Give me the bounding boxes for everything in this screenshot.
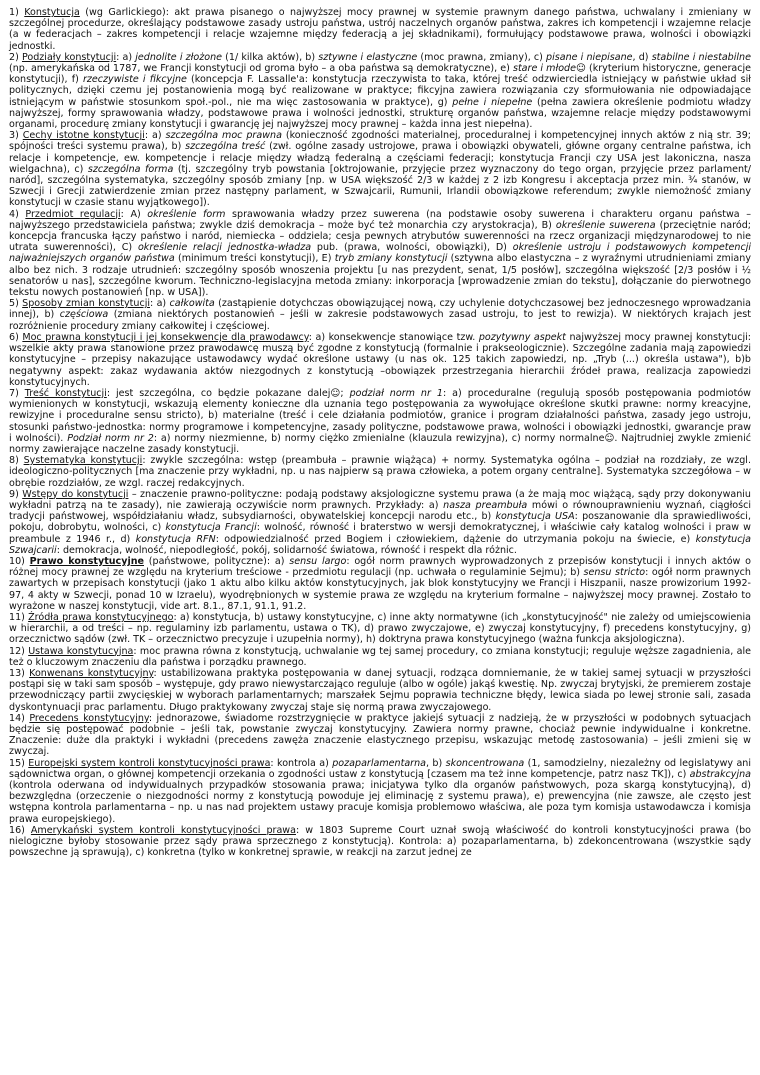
italic-term: określenie suwerena — [555, 219, 656, 231]
body-text: : a) — [116, 51, 136, 63]
body-text: (pełna zawiera określenie podmiotu władzy najwyższej, formy sprawowania władzy, podstawowe prawa i wolności jednostki, strukturę organów państwa, wzajemne relacje między podstawowymi organami, procedurę zmiany konstytucji i gwarancję jej najwyższej mocy prawnej – każda inna jest niepełna). — [9, 96, 752, 131]
body-text: : a) — [150, 298, 170, 310]
italic-term: częściowa — [59, 309, 109, 321]
italic-term: pozytywny aspekt — [478, 331, 566, 343]
section-heading: Treść konstytucji — [24, 387, 107, 399]
italic-term: całkowita — [169, 298, 215, 310]
italic-term: tryb zmiany konstytucji — [334, 253, 448, 265]
body-text: : a) proceduralne (regulują sposób postępowania podmiotów wymienionych w konstytucji, wskazują elementy konieczne dla uznania tego postępowania za wywołujące określone skutki prawne: normy kreacyjne, rewizyjne i proceduralne sensu stricto), b) materialne (treść i cele działania podmiotów, granice i program działalności państwa, zasady jego ustroju, stosunki państwo-jednostka: normy programowe i kompetencyjne, zasady polityczne, podstawowe prawa, wolności i obowiązki jednostki, gwarancje praw i wolności). — [9, 387, 751, 444]
paragraph-10 — [9, 556, 751, 612]
paragraph-7 — [9, 388, 751, 455]
section-heading-bold: Prawo konstytucyjne — [29, 555, 144, 567]
body-text: najwyższej mocy prawnej konstytucji: wszelkie akty prawa stanowione przez prawodawcę muszą być zgodne z konstytucją (formalnie i prakseologicznie). Szczególne zadania mają zapowiedzi konstytucyjne – przepisy nakazujące ustawodawcy wydać określone ustawy (u nas ok. 125 takich zapowiedzi, np. „Tryb (...) określa ustawa"), b)b negatywny aspekt: zakaz wydawania aktów niezgodnych z konstytucją –obowiązek przestrzegania hierarchii źródeł prawa, realizacja zapowiedzi konstytucyjnych. — [9, 331, 751, 388]
body-text: (przeciętnie naród; koncepcja francuska łączy państwo i naród, niemiecka – oddziela; cesja pewnych atrybutów suwerenności na rzecz organizacji międzynarodowej to nie utrata suwerenności), C) — [9, 219, 751, 254]
body-text: 9) — [9, 488, 23, 500]
body-text: (wg Garlickiego): akt prawa pisanego o najwyższej mocy prawnej w systemie prawnym danego państwa, uchwalany i zmieniany w szczególnej procedurze, określający podstawowe zasady ustroju państwa, ustrój naczelnych organów państwa, zakres ich kompetencji i wzajemne relacje (a w federacjach – zakres kompetencji i relacje wzajemne między federacją a jej składnikami), formułujący podstawowe prawa, wolności i obowiązki jednostki. — [9, 7, 751, 52]
body-text: 11) — [9, 611, 29, 623]
body-text: : a) — [144, 130, 166, 142]
body-text: , d) — [632, 51, 652, 63]
italic-term: sensu stricto — [583, 567, 646, 579]
italic-term: nasza preambuła — [443, 499, 528, 511]
body-text: : A) — [120, 208, 148, 220]
body-text: : poszanowanie dla sprawiedliwości, pokoju, dobrobytu, wolności, c) — [9, 511, 751, 534]
section-heading: Konstytucja — [24, 7, 80, 18]
body-text: (konieczność zgodności materialnej, proceduralnej i kompetencyjnej innych aktów z nią str. 39; spójności treści systemu prawa), b) — [9, 130, 751, 153]
paragraph-4 — [9, 209, 751, 299]
body-text: , b) — [426, 757, 446, 769]
paragraph-16 — [9, 825, 751, 859]
body-text: (koncepcja F. Lassalle'a: konstytucja rzeczywista to taka, której treść odzwierciedla istniejący w państwie układ sił politycznych, dzięki czemu jej postanowienia mogą być realizowane w praktyce; fikcyjna zawiera rozwiązania czy sformułowania nie odpowiadające istniejącym w państwie stosunkom społ.-pol., nie ma więc zastosowania w praktyce), g) — [9, 74, 751, 108]
italic-term: konstytucja Szwajcarii — [9, 533, 751, 556]
body-text: (minimum treści konstytucji), E) — [174, 253, 335, 265]
italic-term: skoncentrowana — [445, 757, 525, 769]
paragraph-2 — [9, 52, 751, 130]
body-text: 14) — [9, 712, 30, 724]
italic-term: rzeczywiste i fikcyjne — [82, 74, 187, 86]
body-text: : odpowiedzialność przed Bogiem i człowiekiem, dążenie do utrzymania pokoju na świecie, e) — [215, 533, 696, 545]
paragraph-15 — [9, 758, 751, 825]
body-text: (kontrola oderwana od indywidualnych przypadków stosowania prawa; inicjatywa tylko dla organów państwowych, poza skargą konstytucyjną), d) bezwzględna (orzeczenie o niezgodności normy z konstytucją powoduje jej eliminację z systemu prawa), e) prewencyjna (nie zawsze, ale często jest wstępna kontrola parlamentarna – np. u nas nad projektem ustawy pracuje komisja problemowo właściwa, ale poza tym komisja ustawodawcza i komisja prawa europejskiego). — [9, 780, 751, 825]
section-heading: Systematyka konstytucji — [23, 455, 143, 467]
paragraph-6 — [9, 332, 751, 388]
paragraph-14 — [9, 713, 751, 758]
italic-term: podział norm nr 1 — [349, 387, 443, 399]
body-text: 6) — [9, 331, 23, 343]
body-text: : demokracja, wolność, niepodległość, pokój, solidarność światowa, równość i respekt dla różnic. — [56, 544, 517, 556]
paragraph-8 — [9, 455, 751, 489]
body-text: : w 1803 Supreme Court uznał swoją właściwość do kontroli konstytucyjności prawa (bo nielogiczne byłoby stosowanie przez sądy prawa sprzecznego z konstytucją). Kontrola: a) pozaparlamentarna, b) zdekoncentrowana (wszystkie sądy powszechne ją sprawują), c) konkretna (tylko w konkretnej sprawie, w reakcji na zarzut jednej ze — [9, 824, 751, 859]
italic-term: określenie form — [147, 208, 226, 220]
body-text: : ogół norm prawnych wyprowadzonych z przepisów konstytucji i innych aktów o różnej mocy prawnej ze względu na kryterium treściowe - przedmiotu regulacji (np. uchwała o regulaminie Sejmu); b) — [9, 555, 751, 579]
section-heading: Precedens konstytucyjny — [29, 712, 149, 724]
body-text: (zastąpienie dotychczas obowiązującej nową, czy uchylenie dotychczasowej bez jednoczesnego wprowadzania innej), b) — [9, 298, 751, 321]
paragraph-12 — [9, 646, 751, 668]
body-text: 4) — [9, 208, 26, 220]
section-heading: Wstępy do konstytucji — [22, 488, 129, 500]
body-text: (tj. szczególny tryb powstania [oktrojowanie, przyjęcie przez wyznaczony do tego organ, przyjęcie przez parlament/ naród], szczególna systematyka, szczególny sposób zmiany [np. w USA większość 2/3 w każdej z 2 izb Kongresu i akceptacja przez min. ¾ stanów, w Szwecji i Grecji zatwierdzenie zmian przez następny parlament, w Szwajcarii, Rumunii, Irlandii obowiązkowe referendum; zwykle niemożność zmiany konstytucji w czasie stanu wyjątkowego]). — [9, 163, 751, 209]
body-text: : a) normy niezmienne, b) normy ciężko zmienialne (klauzula rewizyjna), c) normy normalne☺. Najtrudniej zwykle zmienić normy zawierające naczelne zasady konstytucji. — [9, 432, 751, 455]
paragraph-3 — [9, 130, 751, 208]
body-text: 1) — [9, 7, 25, 18]
body-text: sprawowania władzy przez suwerena (na podstawie osoby suwerena i charakteru organu państwa – najwyższego przedstawiciela państwa; zwykle dziś demokracja – może być też monarchia czy arystokracja), B) — [9, 208, 751, 231]
paragraph-9 — [9, 489, 751, 556]
body-text: : a) konstytucja, b) ustawy konstytucyjne, c) inne akty normatywne (ich „konstytucyjność" nie zależy od umiejscowienia w hierarchii, a od treści – np. regulaminy izb parlamentu, ustawa o TK), d) prawo zwyczajowe, e) zwyczaj konstytucyjny, f) precedens konstytucyjny, g) orzecznictwo sądów (zwł. TK – orzecznictwo precyzuje i uzupełnia normy), h) doktryna prawa konstytucyjnego (ważna funkcja aksjologiczna). — [9, 611, 751, 646]
body-text: : moc prawna równa z konstytucją, uchwalanie wg tej samej procedury, co zmiana konstytucji; reguluje węższe zagadnienia, ale też o kluczowym znaczeniu dla państwa i porządku prawnego. — [9, 645, 751, 668]
section-heading: Przedmiot regulacji — [25, 208, 121, 220]
section-heading: Sposoby zmian konstytucji — [22, 298, 150, 310]
body-text: : ustabilizowana praktyka postępowania w danej sytuacji, rodząca domniemanie, że w takiej samej sytuacji w przyszłości postąpi się w taki sam sposób – występuje, gdy prawo niewystarczająco reguluje (albo w ogóle) jakąś kwestię. Np. zwyczaj brytyjski, że premierem zostaje przewodniczący partii zwycięskiej w wyborach parlamentarnych; marszałek Sejmu poprawia techniczne błędy, lewica siada po lewej stronie sali, zasada dyskontynuacji prac parlamentu. Długo praktykowany zwyczaj staje się normą prawa zwyczajowego. — [9, 667, 751, 713]
body-text: (sztywna albo elastyczna – z wyraźnymi utrudnieniami zmiany albo bez nich. 3 rodzaje utrudnień: szczególny sposób wnoszenia projektu [u nas prezydent, senat, 1/5 posłów], szczególna większość [2/3 posłów i ½ senatorów u nas], szczególne kworum. Techniczno-legislacyjna metoda zmiany: inkorporacja [wprowadzenie zmian do tekstu], dołączanie do pierwotnego tekstu nowych postanowień [np. w USA]). — [9, 253, 751, 299]
italic-term: konstytucja USA — [495, 511, 575, 523]
body-text: (1, samodzielny, niezależny od legislatywy ani sądownictwa organ, o głównej kompetencji orzekania o zgodności ustaw z konstytucją [czasem ma też inne kompetencje, patrz nasz TK]), c) — [9, 757, 752, 780]
italic-term: pozaparlamentarna — [332, 757, 426, 769]
body-text: : kontrola a) — [270, 757, 333, 769]
body-text: 2) — [9, 51, 22, 63]
italic-term: abstrakcyjna — [689, 768, 751, 780]
body-text: mówi o równouprawnieniu wyznań, ciągłości tradycji państwowej, współdziałaniu władz, subsydiarności, obywatelskiej koncepcji narodu etc., b) — [9, 499, 752, 523]
section-heading: Podziały konstytucji — [21, 51, 117, 63]
body-text: 13) — [9, 667, 30, 679]
body-text: (np. amerykańska od 1787, we Francji konstytucji od groma było – a oba państwa są demokratyczne), e) — [9, 63, 513, 75]
italic-term: sensu largo — [289, 555, 347, 567]
italic-term: określenie relacji jednostka-władza — [137, 242, 312, 254]
section-heading: Moc prawna konstytucji i jej konsekwencje dla prawodawcy — [22, 331, 309, 343]
italic-term: szczególna forma — [87, 163, 174, 175]
body-text: pub. (prawa, wolności, obowiązki), D) — [311, 242, 513, 254]
document-body — [9, 7, 751, 858]
italic-term: konstytucja RFN — [135, 533, 216, 545]
italic-term: szczególna moc prawna — [165, 130, 282, 142]
italic-term: pełne i niepełne — [452, 96, 533, 108]
section-heading: Źródła prawa konstytucyjnego — [28, 611, 174, 623]
body-text: : jest szczególna, co będzie pokazane dalej☺; — [106, 387, 350, 399]
body-text: 12) — [9, 645, 29, 657]
paragraph-1 — [9, 7, 751, 52]
italic-term: jednolite i złożone — [135, 51, 223, 63]
italic-term: konstytucja Francji — [165, 522, 257, 534]
italic-term: określenie ustroju i podstawowych kompetencji najważniejszych organów państwa — [9, 242, 751, 265]
body-text: : jednorazowe, świadome rozstrzygnięcie w praktyce jakiejś sytuacji z nadzieją, że w przyszłości w podobnych sytuacjach będzie się postępować podobnie – jeśli tak, powstanie zwyczaj konstytucyjny. Zawiera normy prawne, chociaż pewnie indywidualne i konkretne. Znaczenie: duże dla praktyki i wykładni (precedens zawęża znaczenie elastycznego przepisu, wskazując metodę zastosowania) – jeśli zmieni się w zwyczaj. — [9, 712, 751, 758]
section-heading: Ustawa konstytucyjna — [28, 645, 134, 657]
italic-term: pisane i niepisane — [546, 51, 633, 63]
italic-term: Podział norm nr 2 — [67, 432, 154, 444]
body-text: : zwykle szczególna: wstęp (preambuła – prawnie wiążąca) + normy. Systematyka ogólna – podział na rozdziały, ze wzgl. ideologiczno-politycznych [ma znaczenie przy wykładni, np. u nas najpierw są prawa człowieka, a potem organy centralne]. Systematyka szczegółowa – w obrębie rozdziałów, ze wzgl. raczej redakcyjnych. — [9, 455, 751, 489]
body-text: (zwł. ogólne zasady ustrojowe, prawa i obowiązki obywateli, główne organy centralne państwa, ich relacje i kompetencje, ew. kompetencje i relacje między władzą federalną a częściami federacji; konstytucja Francji czy USA jest lakoniczna, nasza wielgachna), c) — [9, 141, 752, 175]
body-text: : wolność, równość i braterstwo w wersji demokratycznej, i właściwie cały katalog wolności i praw w preambule z 1946 r., d) — [9, 522, 751, 545]
section-heading: Cechy istotne konstytucji — [22, 130, 145, 142]
body-text: (moc prawna, zmiany), c) — [417, 51, 547, 63]
body-text: ☺ (kryterium historyczne, generacje konstytucji), f) — [9, 63, 751, 86]
body-text: 7) — [9, 387, 25, 399]
italic-term: szczególna treść — [185, 141, 266, 153]
paragraph-5 — [9, 298, 751, 332]
body-text: (państwowe, polityczne): a) — [144, 555, 290, 567]
italic-term: stare i młode — [512, 63, 576, 75]
section-heading: Europejski system kontroli konstytucyjności prawa — [28, 757, 271, 769]
italic-term: stabilne i niestabilne — [651, 51, 751, 63]
section-heading: Amerykański system kontroli konstytucyjności prawa — [30, 824, 296, 836]
body-text: 10) — [9, 555, 30, 567]
body-text: – znaczenie prawno-polityczne: podają podstawy aksjologiczne systemu prawa (a że mają moc wiążącą, sądy przy dokonywaniu wykładni patrzą na te zasady), nie zawierają oczywiście norm prawnych. Przykłady: a) — [9, 488, 751, 511]
body-text: 8) — [9, 455, 24, 467]
body-text: (1/ kilka aktów), b) — [222, 51, 319, 63]
paragraph-11 — [9, 612, 751, 646]
paragraph-13 — [9, 668, 751, 713]
italic-term: sztywne i elastyczne — [318, 51, 418, 63]
body-text: (zmiana niektórych postanowień – jeśli w zakresie podstawowych zasad ustroju, to jest to rewizja). W niektórych krajach jest rozróżnienie procedury zmiany całkowitej i częściowej. — [9, 309, 751, 332]
body-text: : a) konsekwencje stanowiące tzw. — [308, 331, 479, 343]
body-text: 16) — [9, 824, 31, 836]
body-text: 15) — [9, 757, 29, 769]
section-heading: Konwenans konstytucyjny — [29, 667, 154, 679]
body-text: : ogół norm prawnych zawartych w przepisach konstytucji (jako 1 aktu albo kilku aktów konstytucyjnych, jak blok konstytucyjny we Francji i Hiszpanii, nasze prowizorium 1992-97, 4 akty w Szwecji, ponad 10 w Izraelu), wyodrębnionych w systemie prawa ze względu na kryterium formalne – najwyższej mocy prawnej. Zostało to wyrażone w naszej konstytucji, vide art. 8.1., 87.1, 91.1, 91.2. — [9, 567, 751, 612]
body-text: 5) — [9, 298, 23, 310]
body-text: 3) — [9, 130, 23, 142]
